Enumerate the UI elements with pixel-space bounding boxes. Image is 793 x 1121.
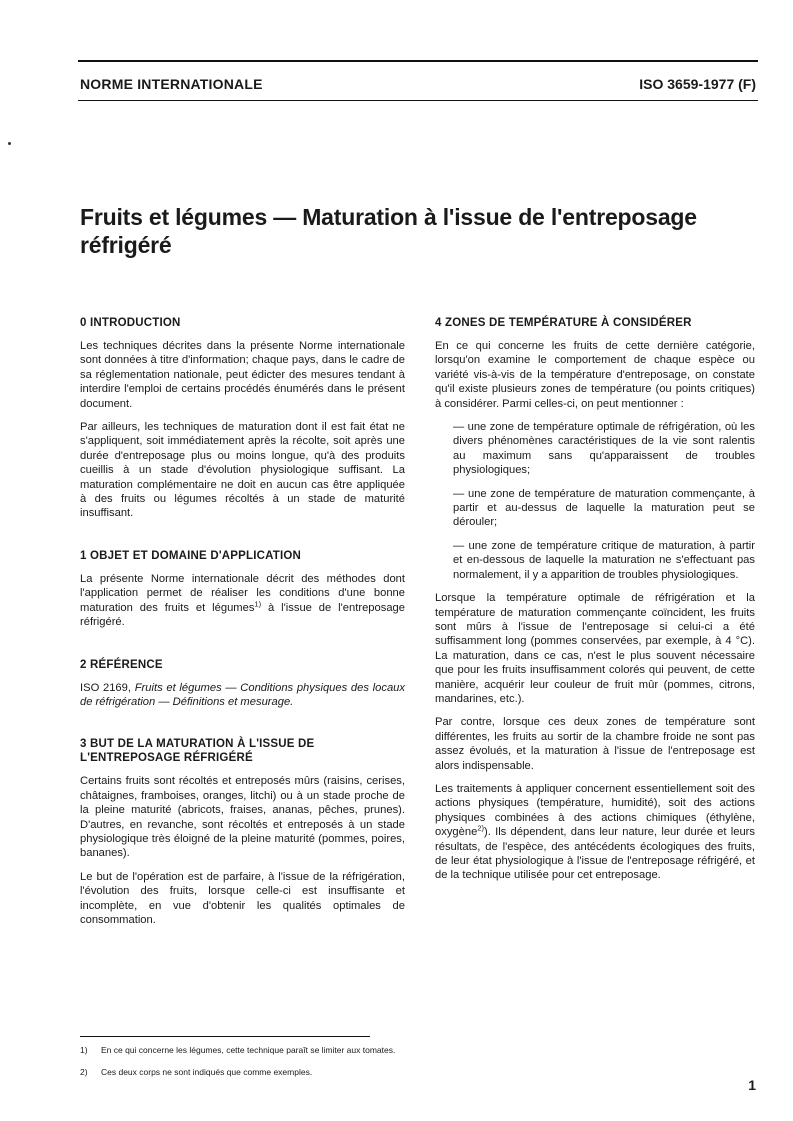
left-column <box>80 316 405 936</box>
objet-paragraph: La présente Norme internationale décrit des méthodes dont l'application permet de réaliser les conditions d'une bonne maturation des fruits et légumes$^{1)}$ à l'issue de l'entreposage réfrigéré. <box>80 572 405 629</box>
but-paragraph-1: Certains fruits sont récoltés et entreposés mûrs (raisins, cerises, châtaignes, framboises, oranges, litchi) ou à un stade proche de la pleine maturité (abricots, fraises, ananas, pêches, prunes). D'autres, en revanche, sont récoltés et entreposés à un stade physiologique très éloigné de la pleine maturité (pommes, poires, bananes). <box>80 775 405 860</box>
footnote-rule <box>80 1036 370 1037</box>
zones-heading: 4 ZONES DE TEMPÉRATURE À CONSIDÉRER <box>435 317 692 329</box>
objet-heading: 1 OBJET ET DOMAINE D'APPLICATION <box>80 549 302 562</box>
introduction-paragraph-1: Les techniques décrites dans la présente Norme internationale sont données à titre d'information; chaque pays, dans le cadre de sa réglementation nationale, peut édicter des mesures tendant à interdire l'emploi de certains procédés énumérés dans le présent document. <box>80 340 405 410</box>
header-top-rule <box>78 60 758 62</box>
introduction-heading: 0 INTRODUCTION <box>80 317 181 329</box>
zones-list-item-3: — une zone de température critique de maturation, à partir et en-dessous de laquelle la maturation ne s'effectuant pas normalement, il y a apparition de troubles physiologiques. <box>453 539 755 581</box>
but-heading: 3 BUT DE LA MATURATION À L'ISSUE DE L'ENTREPOSAGE RÉFRIGÉRÉ <box>80 738 315 765</box>
margin-dot <box>8 142 11 145</box>
zones-list-item-1: — une zone de température optimale de réfrigération, où les divers phénomènes caractéristiques de la vie sont ralentis au maximum sans qu'apparaissent de troubles physiologiques; <box>453 421 755 477</box>
footnote-ref-2: 2) <box>477 823 484 833</box>
right-column <box>435 316 755 892</box>
footnote-ref-1: 1) <box>254 598 262 608</box>
zones-paragraph-2: Lorsque la température optimale de réfrigération et la température de maturation commençante coïncident, les fruits sont mûrs à l'issue de l'entreposage si celui-ci a été suffisamment long (pommes conservées, par exemple, à 4 °C). La maturation, dans ce cas, n'est le plus souvent nécessaire que pour les fruits insuffisamment colorés qui peuvent, de cette manière, acquérir leur couleur de fruit mûr (pommes, citrons, mandarines, etc.). <box>435 592 755 705</box>
footnote-2: 2) Ces deux corps ne sont indiqués que comme exemples. <box>80 1067 313 1077</box>
standard-reference: ISO 3659-1977 (F) <box>639 76 756 92</box>
header-bottom-rule <box>78 100 758 101</box>
zones-paragraph-1: En ce qui concerne les fruits de cette dernière catégorie, lorsqu'on examine le comportement de chaque espèce ou variété vis-à-vis de la température d'entreposage, on constate qu'il existe plusieurs zones de température (ou points critiques) à considérer. Parmi celles-ci, on peut mentionner : <box>435 340 755 410</box>
zones-paragraph-4: Les traitements à appliquer concernent essentiellement soit des actions physiques (température, humidité), soit des actions physiques combinées à des actions chimiques (éthylène, oxygène$^{2)}$). Ils dépendent, dans leur nature, leur durée et leurs résultats, de l'espèce, des antécédents écologiques des fruits, de leur état physiologique à l'issue de l'entreposage réfrigéré, et de la technique utilisée pour cet entreposage. <box>435 782 755 882</box>
introduction-paragraph-2: Par ailleurs, les techniques de maturation dont il est fait état ne s'appliquent, soit immédiatement après la récolte, soit après une durée d'entreposage plus ou moins longue, qu'à des produits cueillis à un stade d'évolution physiologique suffisant. La maturation complémentaire ne doit en aucun cas être appliquée à des fruits ou légumes récoltés à un stade de maturité insuffisant. <box>80 421 405 520</box>
but-paragraph-2: Le but de l'opération est de parfaire, à l'issue de la réfrigération, l'évolution des fruits, lorsque celle-ci est insuffisante et incomplète, en vue d'obtenir les qualités optimales de consommation. <box>80 870 405 926</box>
page-title: Fruits et légumes — Maturation à l'issue de l'entreposage réfrigéré <box>80 204 697 258</box>
document-type: NORME INTERNATIONALE <box>80 76 263 92</box>
page-number: 1 <box>748 1077 756 1093</box>
zones-paragraph-3: Par contre, lorsque ces deux zones de température sont différentes, les fruits au sortir de la chambre froide ne sont pas assez évolués, et la maturation à l'issue de l'entreposage est alors indispensable. <box>435 716 755 772</box>
reference-paragraph: ISO 2169, Fruits et légumes — Conditions physiques des locaux de réfrigération — Définitions et mesurage. <box>80 681 405 708</box>
reference-heading: 2 RÉFÉRENCE <box>80 658 163 671</box>
zones-list-item-2: — une zone de température de maturation commençante, à partir et au-dessus de laquelle la maturation peut se dérouler; <box>453 487 755 529</box>
footnote-1: 1) En ce qui concerne les légumes, cette technique paraît se limiter aux tomates. <box>80 1045 396 1055</box>
